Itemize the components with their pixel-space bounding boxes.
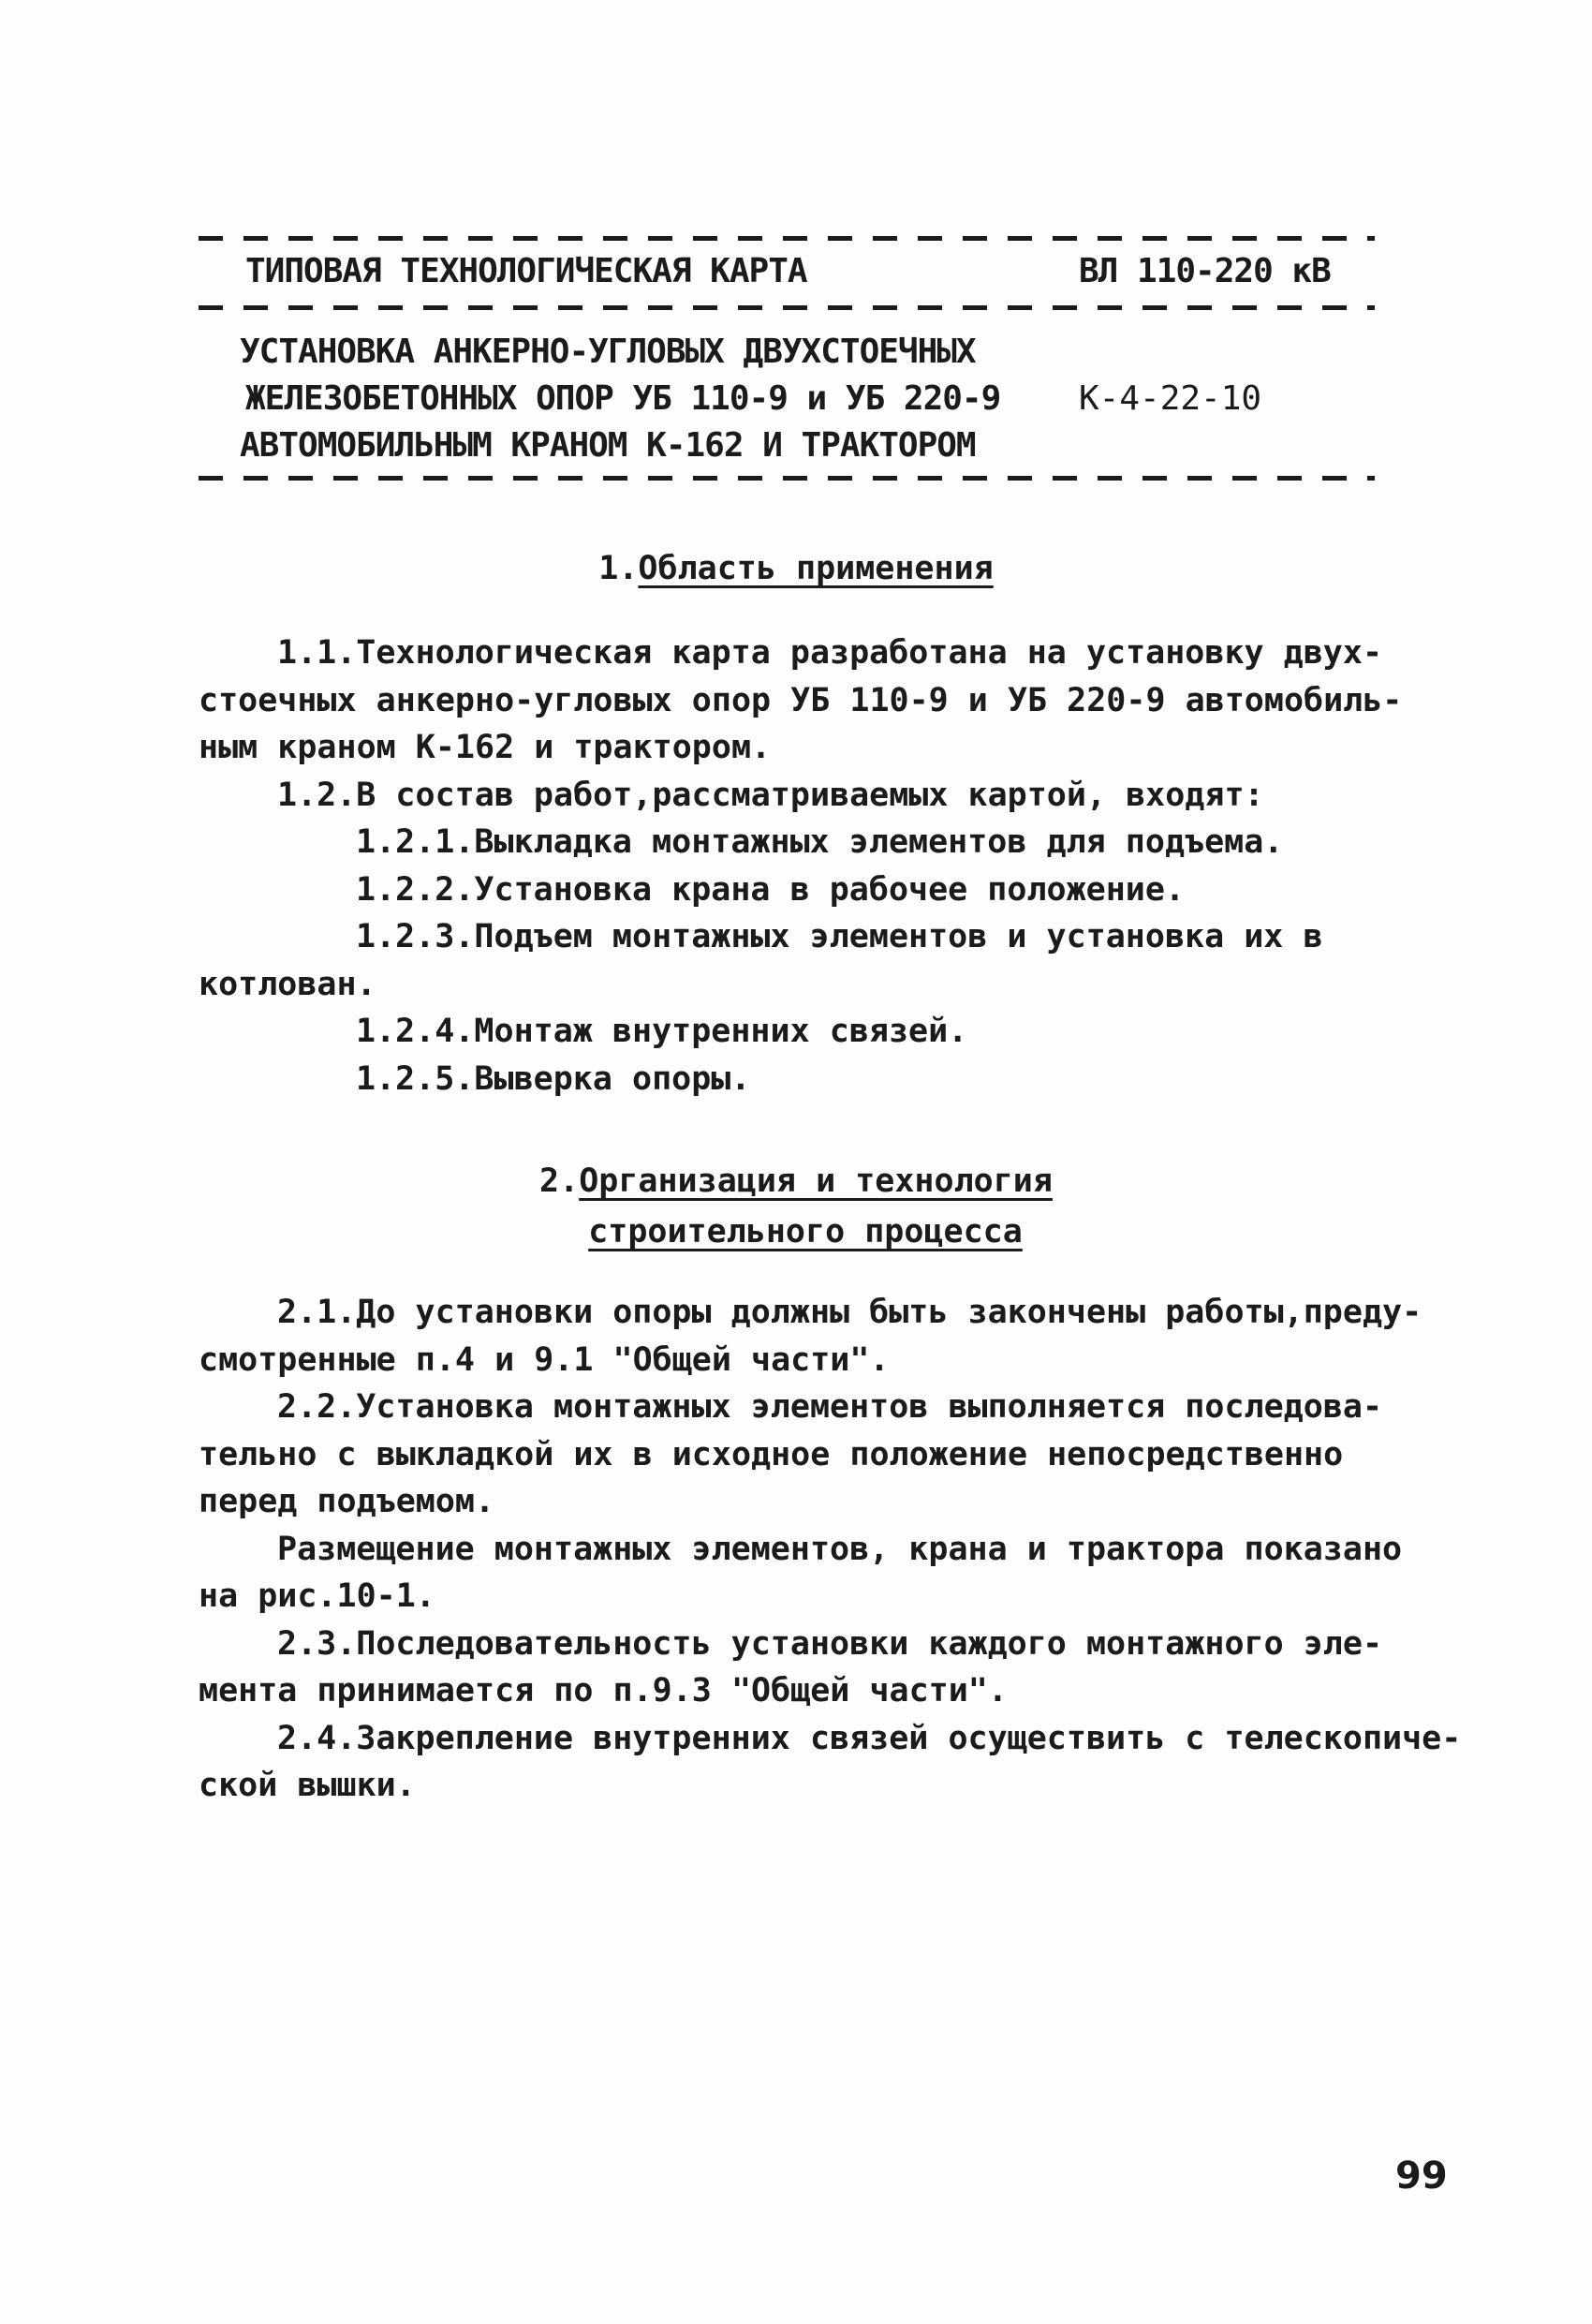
header-dashed-rule-top (199, 236, 1375, 241)
paragraph-line: стоечных анкерно-угловых опор УБ 110-9 и УБ 220-9 автомобиль- (199, 681, 1403, 719)
section-2-heading-line-2 (0, 1208, 1592, 1255)
paragraph-line: 2.3.Последовательность установки каждого монтажного эле- (277, 1624, 1383, 1663)
paragraph-line: на рис.10-1. (199, 1577, 435, 1615)
header-dashed-rule-bottom (199, 476, 1375, 481)
paragraph-line: 2.2.Установка монтажных элементов выполняется последова- (277, 1388, 1383, 1426)
paragraph-line: ным краном К-162 и трактором. (199, 729, 772, 766)
page-number: 99 (1395, 2154, 1448, 2198)
doc-title-line-2: ЖЕЛЕЗОБЕТОННЫХ ОПОР УБ 110-9 и УБ 220-9 (245, 379, 1001, 418)
paragraph-line: 1.1.Технологическая карта разработана на установку двух- (277, 634, 1383, 672)
list-item: 1.2.4.Монтаж внутренних связей. (356, 1013, 968, 1050)
doc-code: К-4-22-10 (1079, 379, 1262, 418)
section-1-number: 1. (598, 550, 639, 587)
line-class-label: ВЛ 110-220 кВ (1079, 252, 1331, 290)
section-1-heading (0, 545, 1592, 592)
list-item-continuation: котлован. (199, 965, 376, 1003)
paragraph-line: смотренные п.4 и 9.1 "Общей части". (199, 1340, 890, 1379)
paragraph-line: мента принимается по п.9.3 "Общей части". (199, 1672, 1008, 1710)
list-item: 1.2.1.Выкладка монтажных элементов для подъема. (356, 823, 1284, 861)
doc-type-label: ТИПОВАЯ ТЕХНОЛОГИЧЕСКАЯ КАРТА (245, 252, 807, 290)
list-item: 1.2.3.Подъем монтажных элементов и установка их в (356, 918, 1323, 955)
doc-title-line-3: АВТОМОБИЛЬНЫМ КРАНОМ К-162 И ТРАКТОРОМ (240, 426, 976, 465)
header-dashed-rule-middle (199, 305, 1375, 310)
paragraph-line: Размещение монтажных элементов, крана и трактора показано (277, 1530, 1403, 1568)
doc-title-line-1: УСТАНОВКА АНКЕРНО-УГЛОВЫХ ДВУХСТОЕЧНЫХ (240, 333, 976, 371)
section-2-heading (0, 1158, 1592, 1205)
section-2-number: 2. (539, 1162, 580, 1200)
paragraph-line: ской вышки. (199, 1767, 416, 1804)
section-2-title-line-2: строительного процесса (588, 1213, 1023, 1251)
paragraph-line: тельно с выкладкой их в исходное положение непосредственно (199, 1435, 1344, 1473)
section-2-title-line-1: Организация и технология (579, 1162, 1053, 1200)
paragraph-line: перед подъемом. (199, 1483, 495, 1520)
section-1-body (199, 629, 1407, 1103)
section-2-body (199, 1289, 1462, 1810)
list-item: 1.2.5.Выверка опоры. (356, 1059, 751, 1098)
paragraph-line: 1.2.В состав работ,рассматриваемых картой, входят: (277, 776, 1264, 814)
paragraph-line: 2.4.Закрепление внутренних связей осуществить с телескопиче- (277, 1719, 1462, 1757)
list-item: 1.2.2.Установка крана в рабочее положение. (356, 870, 1186, 909)
paragraph-line: 2.1.До установки опоры должны быть закончены работы,преду- (277, 1294, 1422, 1331)
section-1-title: Область применения (638, 550, 994, 587)
